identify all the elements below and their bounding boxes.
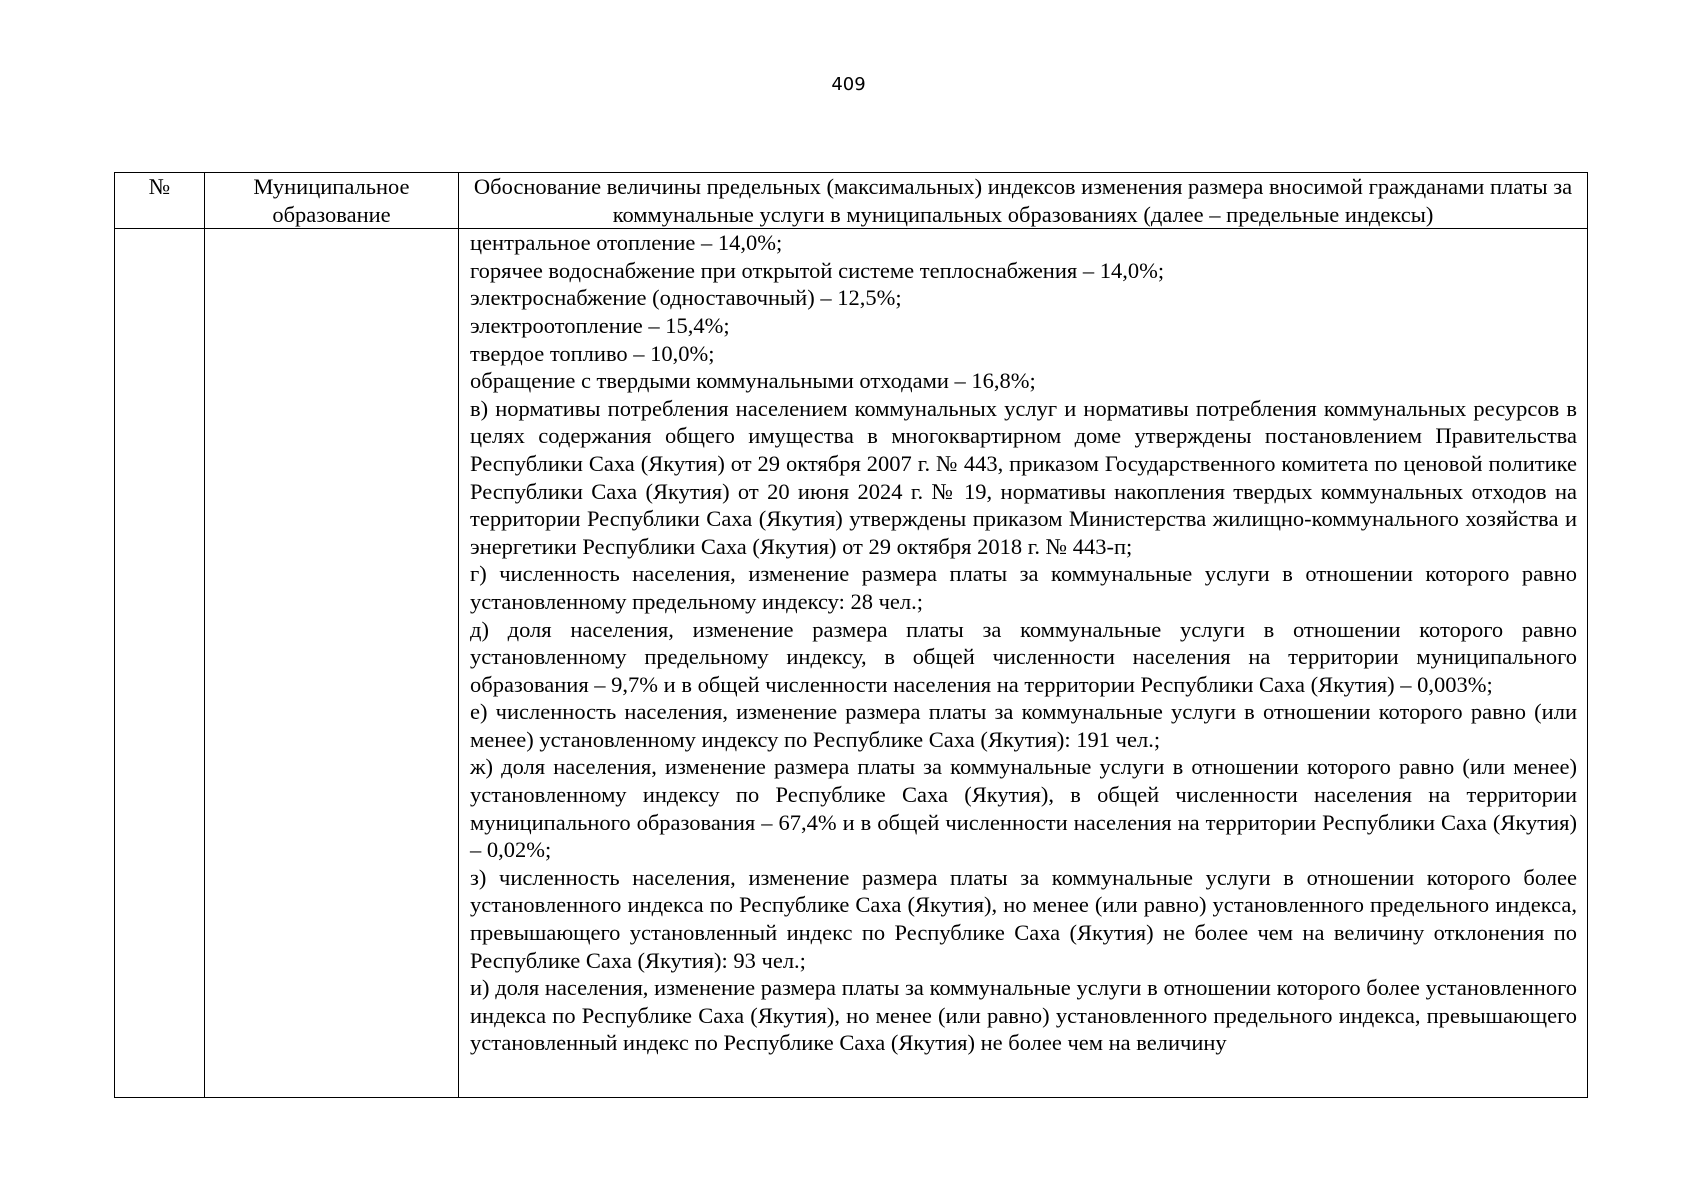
header-justification: Обоснование величины предельных (максимальных) индексов изменения размера вносимой гражданами платы за коммунальные услуги в муниципальных образованиях (далее – предельные индексы) (459, 173, 1588, 229)
page-number: 409 (831, 74, 866, 95)
paragraph-v-norms: в) нормативы потребления населением коммунальных услуг и нормативы потребления коммунальных ресурсов в целях содержания общего имущества в многоквартирном доме утверждены постановлением Правительства Республики Саха (Якутия) от 29 октября 2007 г. № 443, приказом Государственного комитета по ценовой политике Республики Саха (Якутия) от 20 июня 2024 г. № 19, нормативы накопления твердых коммунальных отходов на территории Республики Саха (Якутия) утверждены приказом Министерства жилищно-коммунального хозяйства и энергетики Республики Саха (Якутия) от 29 октября 2018 г. № 443-п; (470, 395, 1577, 559)
table-header-row (115, 173, 1588, 229)
paragraph-i-share-more: и) доля населения, изменение размера платы за коммунальные услуги в отношении которого более установленного индекса по Республике Саха (Якутия), но менее (или равно) установленного предельного индекса, превышающего установленный индекс по Республике Саха (Якутия) не более чем на величину (470, 975, 1577, 1056)
row-number-cell (115, 229, 205, 1098)
index-line-central-heating: центральное отопление – 14,0%; (470, 230, 783, 256)
header-municipality: Муниципальное образование (205, 173, 459, 229)
paragraph-zh-share-less: ж) доля населения, изменение размера платы за коммунальные услуги в отношении которого равно (или менее) установленному индексу по Республике Саха (Якутия), в общей численности населения на территории муниципального образования – 67,4% и в общей численности населения на территории Республики Саха (Якутия) – 0,02%; (470, 754, 1577, 863)
table-row (115, 229, 1588, 1098)
paragraph-z-population-more: з) численность населения, изменение размера платы за коммунальные услуги в отношении которого более установленного индекса по Республике Саха (Якутия), но менее (или равно) установленного предельного индекса, превышающего установленный индекс по Республике Саха (Якутия) не более чем на величину отклонения по Республике Саха (Якутия): 93 чел.; (470, 864, 1577, 973)
index-line-hot-water: горячее водоснабжение при открытой системе теплоснабжения – 14,0%; (470, 257, 1165, 283)
tariff-index-table (114, 172, 1588, 1098)
index-line-electricity: электроснабжение (одноставочный) – 12,5%; (470, 285, 902, 311)
row-municipality-cell (205, 229, 459, 1098)
paragraph-e-population-less: е) численность населения, изменение размера платы за коммунальные услуги в отношении которого равно (или менее) установленному индексу по Республике Саха (Якутия): 191 чел.; (470, 699, 1577, 752)
paragraph-d-share-equal: д) доля населения, изменение размера платы за коммунальные услуги в отношении которого равно установленному предельному индексу, в общей численности населения на территории муниципального образования – 9,7% и в общей численности населения на территории Республики Саха (Якутия) – 0,003%; (470, 616, 1577, 697)
header-number: № (115, 173, 205, 229)
index-line-solid-fuel: твердое топливо – 10,0%; (470, 340, 715, 366)
paragraph-g-population-equal: г) численность населения, изменение размера платы за коммунальные услуги в отношении которого равно установленному предельному индексу: 28 чел.; (470, 561, 1577, 614)
index-line-solid-waste: обращение с твердыми коммунальными отходами – 16,8%; (470, 368, 1036, 394)
index-line-electric-heating: электроотопление – 15,4%; (470, 312, 730, 338)
justification-cell (459, 229, 1588, 1098)
